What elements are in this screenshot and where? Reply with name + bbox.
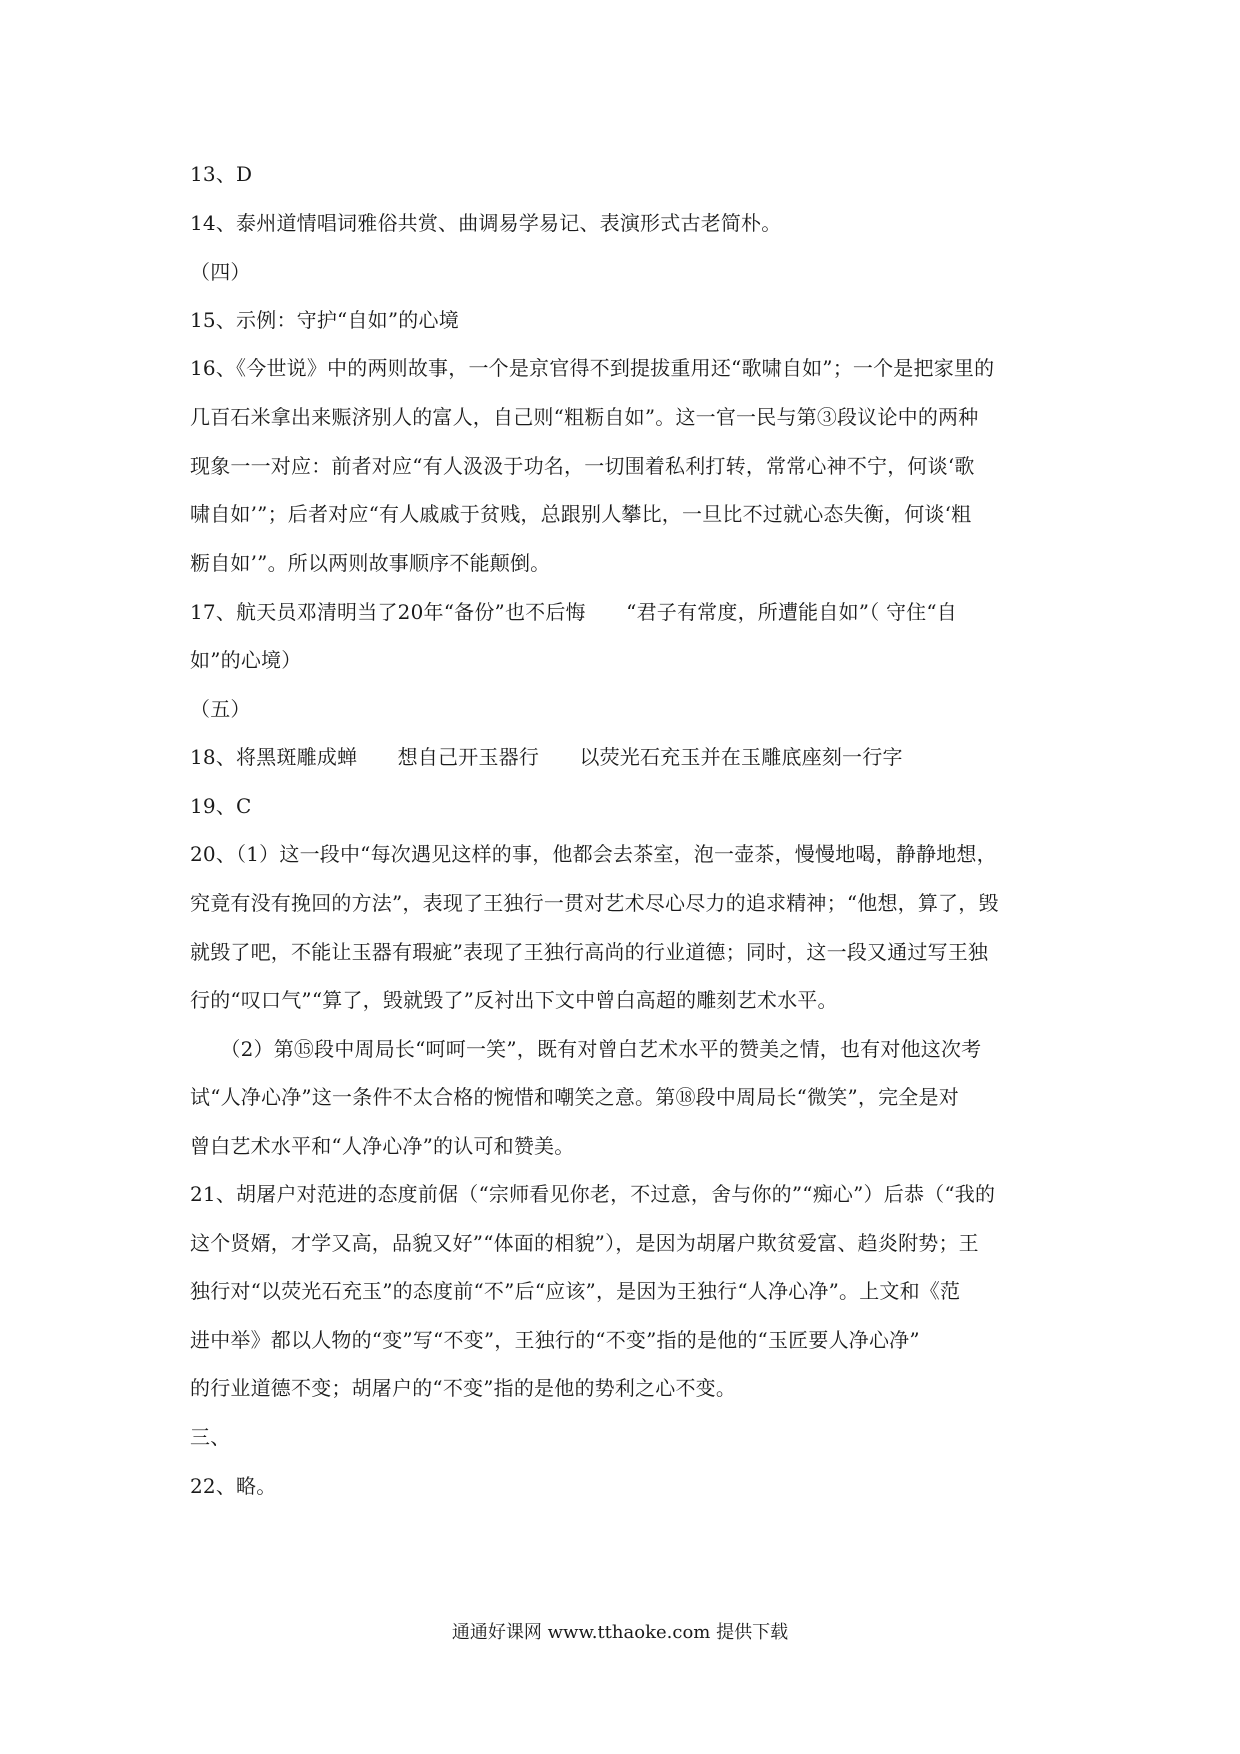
answer-16-line-4: 啸自如’”；后者对应“有人戚戚于贫贱，总跟别人攀比，一旦比不过就心态失衡，何谈‘粗 [190, 502, 972, 526]
section-heading-4: （四） [190, 260, 251, 284]
answer-13: 13、D [190, 162, 253, 186]
answer-20-2-line-2: 试“人净心净”这一条件不太合格的惋惜和嘲笑之意。第⑱段中周局长“微笑”，完全是对 [190, 1085, 959, 1109]
answer-20-line-4: 行的“叹口气”“算了，毁就毁了”反衬出下文中曾白高超的雕刻艺术水平。 [190, 988, 838, 1012]
answer-22: 22、略。 [190, 1474, 277, 1498]
answer-16-line-5: 粝自如’”。所以两则故事顺序不能颠倒。 [190, 551, 551, 575]
answer-21-line-1: 21、胡屠户对范进的态度前倨（“宗师看见你老，不过意，舍与你的”“痴心”）后恭（“我的 [190, 1182, 996, 1206]
answer-21-line-4: 进中举》都以人物的“变”写“不变”，王独行的“不变”指的是他的“玉匠要人净心净” [190, 1328, 920, 1352]
answer-16-line-2: 几百石米拿出来赈济别人的富人，自己则“粗粝自如”。这一官一民与第③段议论中的两种 [190, 405, 979, 429]
answer-20-line-1: 20、（1）这一段中“每次遇见这样的事，他都会去茶室，泡一壶茶，慢慢地喝，静静地想， [190, 842, 997, 866]
answer-19: 19、C [190, 794, 252, 818]
answer-15: 15、示例：守护“自如”的心境 [190, 308, 459, 332]
answer-20-line-2: 究竟有没有挽回的方法”，表现了王独行一贯对艺术尽心尽力的追求精神；“他想，算了，毁 [190, 891, 999, 915]
answer-21-line-3: 独行对“以荧光石充玉”的态度前“不”后“应该”，是因为王独行“人净心净”。上文和《范 [190, 1279, 961, 1303]
answer-18: 18、将黑斑雕成蝉 想自己开玉器行 以荧光石充玉并在玉雕底座刻一行字 [190, 745, 903, 769]
answer-16-line-3: 现象一一对应：前者对应“有人汲汲于功名，一切围着私利打转，常常心神不宁，何谈‘歌 [190, 454, 975, 478]
answer-17-line-2: 如”的心境） [190, 648, 302, 672]
answer-16-line-1: 16、《今世说》中的两则故事，一个是京官得不到提拔重用还“歌啸自如”；一个是把家里的 [190, 356, 995, 380]
section-heading-3: 三、 [190, 1425, 231, 1449]
answer-20-2-line-3: 曾白艺术水平和“人净心净”的认可和赞美。 [190, 1134, 575, 1158]
answer-17-line-1: 17、航天员邓清明当了20年“备份”也不后悔 “君子有常度，所遭能自如”（ 守住“自 [190, 600, 957, 624]
answer-20-line-3: 就毁了吧，不能让玉器有瑕疵”表现了王独行高尚的行业道德；同时，这一段又通过写王独 [190, 940, 989, 964]
page-footer: 通通好课网 www.tthaoke.com 提供下载 [451, 1622, 789, 1643]
answer-21-line-5: 的行业道德不变；胡屠户的“不变”指的是他的势利之心不变。 [190, 1376, 737, 1400]
answer-21-line-2: 这个贤婿，才学又高，品貌又好”“体面的相貌”），是因为胡屠户欺贫爱富、趋炎附势；王 [190, 1231, 979, 1255]
answer-20-2-line-1: （2）第⑮段中周局长“呵呵一笑”，既有对曾白艺术水平的赞美之情，也有对他这次考 [190, 1037, 982, 1061]
answer-14: 14、泰州道情唱词雅俗共赏、曲调易学易记、表演形式古老简朴。 [190, 211, 782, 235]
section-heading-5: （五） [190, 697, 251, 721]
